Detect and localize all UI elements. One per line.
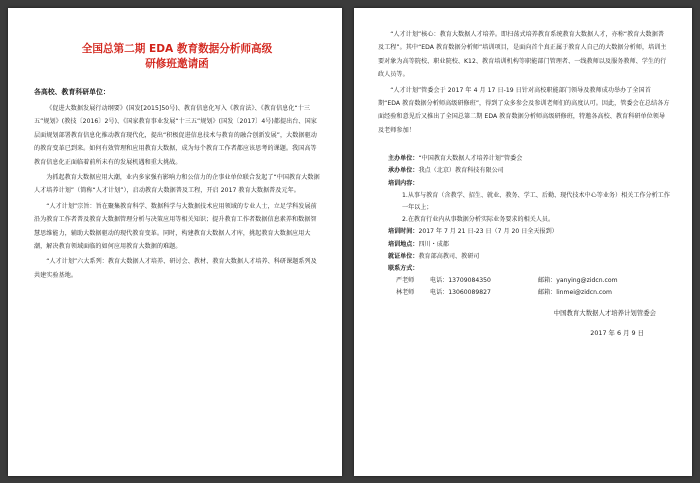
event-info: [378, 153, 670, 299]
contact-entry: [388, 275, 670, 287]
organizer-value: “中国教育大数据人才培养计划”管委会: [418, 155, 523, 163]
organizer-row: [388, 153, 670, 165]
contact-name: 严老师: [396, 277, 415, 285]
page-1: [8, 8, 342, 476]
content-item: 2.在教育行业内从事数据分析实际业务要求的相关人员。: [402, 216, 555, 224]
title-line-2: 研修班邀请函: [145, 58, 209, 70]
organizer-label: 主办单位：: [388, 155, 419, 163]
signature: 中国教育大数据人才培养计划管委会: [553, 308, 656, 317]
contact-label: 联系方式：: [388, 265, 419, 273]
contact-phone: 电话：13709084350: [430, 277, 491, 285]
issue-date: 2017 年 6 月 9 日: [590, 328, 644, 337]
paragraph: 为抓起教育大数据应用大潮，业内多家强有影响力和公信力的企事业单位联合发起了“中国教育大数据人才培养计划”（简称“人才计划”），启动教育大数据普及工程，开启 2017 教育大数据普及元年。: [34, 174, 320, 195]
place-label: 培训地点：: [388, 240, 419, 248]
paragraph: 《促进大数据发展行动纲要》(国发[2015]50号)、教育信息化写入《教育法》、《教育信息化“十三五”规划》(教技〔2016〕2号)、《国家教育事业发展“十三五”规划》(国发〔2017〕4号)都提出台、国家层面规划部署教育信息化推动教育现代化，提出“积极促进信息技术与教育的融合创新发展”，大数据驱动的教育变革已到来。如何有效管理和应用教育大数据，成为每个教育工作者都应该思考的课题。我国高等教育信息化正面临着前所未有的发展机遇和重大挑战。: [34, 105, 317, 166]
time-row: [388, 226, 670, 238]
paragraph: “人才计划”核心：教育大数据人才培养。即扫荡式培养教育系统教育大数据人才，亦称“教育大数据普及工程”。其中“EDA 教育数据分析师”培训项目，是面向首个真正属于教育人自己的大数据分析师，培训主要对象为高等院校、职业院校、K12、教育培训机构等职能部门管理者、一线教师以及服务教师、学生的行政人员等。: [378, 31, 667, 79]
undertaker-label: 承办单位：: [388, 167, 419, 175]
document-title: [34, 42, 320, 72]
contact-email: 邮箱：linmei@zidcn.com: [538, 289, 612, 297]
signature-block: [378, 306, 670, 340]
undertaker-row: [388, 165, 670, 177]
title-line-1: 全国总第二期 EDA 教育数据分析师高级: [81, 43, 273, 55]
content-item: 1.从事与教育（含教学、招生、就业、教务、学工、后勤、现代技术中心等业务）相关工作分析工作一年以上；: [402, 191, 670, 212]
place-value: 四川・成都: [418, 240, 449, 248]
contact-row: [388, 263, 670, 275]
place-row: [388, 239, 670, 251]
contact-email: 邮箱：yanying@zidcn.com: [538, 277, 618, 285]
audience-label: 就证单位：: [388, 252, 419, 260]
contact-phone: 电话：13060089827: [430, 289, 491, 297]
contact-name: 林老师: [396, 289, 415, 297]
paragraph: “人才计划”六大系列：教育大数据人才培养、研讨会、教材、教育大数据人才培养、科研课题系列及共建实验基地。: [34, 258, 317, 279]
time-value: 2017 年 7 月 21 日-23 日（7 月 20 日全天报到）: [418, 228, 558, 236]
paragraph: “人才计划”管委会于 2017 年 4 月 17 日-19 日针对高校职能部门领导及教师成功举办了全国首期“EDA 教育数据分析师高级研修班”，得到了众多参会及参训老师们的高度认可。因此，管委会在总结各方面经验和意见后又推出了全国总第二期 EDA 教育数据分析师高级研修班，特邀各高校、教育科研单位领导及老师参加！: [378, 86, 670, 134]
paragraph: “人才计划”宗旨：旨在聚集教育科学、数据科学与大数据技术应用领域的专业人士，立足学科发展前沿为教育工作者普及教育大数据管理分析与决策应用等相关知识；提升教育工作者数据信息素养和数据智慧思维能力，辅助大数据驱动的现代教育变革。同时，构建教育大数据人才库，挑起教育大数据应用大潮，解决教育领域面临的如何应用教育大数据的难题。: [34, 202, 317, 251]
undertaker-value: 我点（北京）教育科技有限公司: [418, 167, 504, 175]
time-label: 培训时间：: [388, 228, 419, 236]
content-label: 培训内容：: [388, 179, 419, 187]
audience-value: 教育部高教司、教研司: [418, 252, 480, 260]
content-row: [388, 178, 670, 190]
audience-row: [388, 251, 670, 263]
salutation: 各高校、教育科研单位：: [34, 88, 110, 96]
page-2: [354, 8, 692, 476]
contact-entry: [388, 287, 670, 299]
